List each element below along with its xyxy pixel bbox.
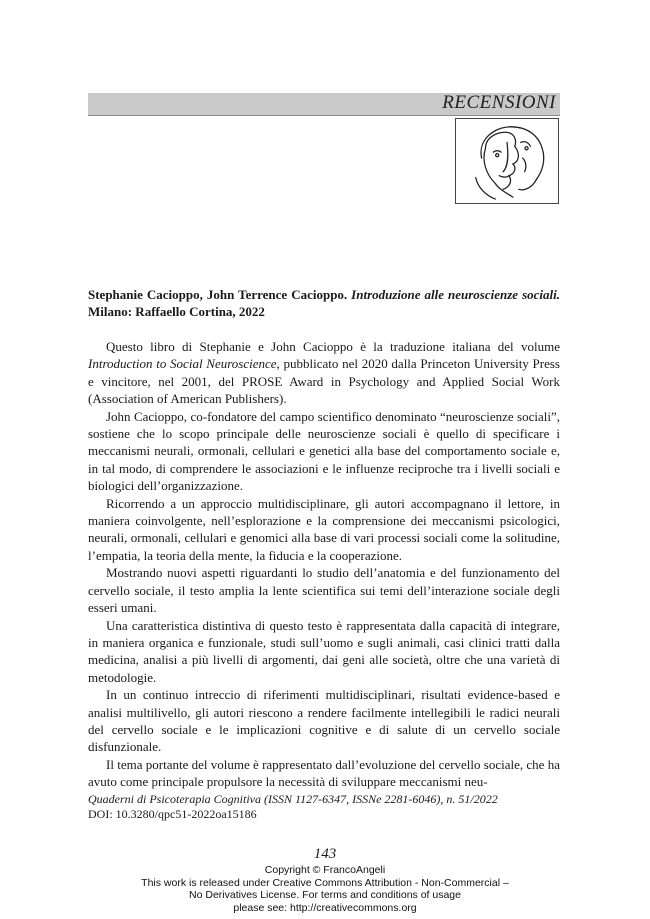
section-title: RECENSIONI [442,92,556,113]
book-title: Introduzione alle neuroscienze sociali. [351,287,560,302]
book-authors: Stephanie Cacioppo, John Terrence Cacioppo. [88,287,348,302]
face-profile-icon [455,118,559,204]
journal-citation: Quaderni di Psicoterapia Cognitiva (ISSN 1127-6347, ISSNe 2281-6046), n. 51/2022 [88,792,498,806]
license-notice [0,864,650,914]
section-header-bar [88,93,560,116]
paragraph: Una caratteristica distintiva di questo testo è rappresentata dalla capacità di integrare, in maniera organica e funzionale, studi sull’uomo e sugli animali, casi clinici tratti dalla medicina, analisi a più livelli di argomenti, dai geni alle società, oltre che una varietà di metodologie. [88,617,560,685]
page-number: 143 [313,846,337,862]
license-line: This work is released under Creative Commons Attribution - Non-Commercial – [141,876,509,889]
paragraph [88,338,560,408]
license-line: Copyright © FrancoAngeli [264,864,386,876]
journal-info [88,792,560,822]
paragraph: Mostrando nuovi aspetti riguardanti lo studio dell’anatomia e del funzionamento del cervello sociale, il testo amplia la lente scientifica sui temi dell’interazione sociale degli esseri umani. [88,565,560,616]
paragraph: Il tema portante del volume è rappresentato dall’evoluzione del cervello sociale, che ha avuto come principale propulsore la necessità di sviluppare meccanismi neu- [88,756,560,790]
paragraph-text: , pubblicato nel 2020 dalla Princeton University Press e vincitore, nel 2001, del PROSE Award in Psychology and Applied Social Work (Association of American Publishers). [88,356,560,407]
review-body [88,338,560,791]
license-line: please see: http://creativecommons.org [233,901,417,914]
license-line: No Derivatives License. For terms and conditions of usage [189,889,461,901]
book-reference [88,286,560,320]
paragraph: Ricorrendo a un approccio multidisciplinare, gli autori accompagnano il lettore, in maniera coinvolgente, nell’esplorazione e la comprensione dei meccanismi psicologici, neurali, ormonali, cellulari e genomici alla base di vari processi sociali come la solitudine, l’empatia, la teoria della mente, la fiducia e la cooperazione. [88,495,560,563]
paragraph-text: Questo libro di Stephanie e John Cacioppo è la traduzione italiana del volume [106,339,560,354]
paragraph: John Cacioppo, co-fondatore del campo scientifico denominato “neuroscienze sociali”, sostiene che lo scopo principale delle neuroscienze sociali è quello di specificare i meccanismi neurali, ormonali, cellulari e genetici alla base del comportamento sociale e, in tal modo, di comprendere le associazioni e le influenze reciproche tra i livelli sociali e biologici dell’organizzazione. [88,408,560,494]
doi: DOI: 10.3280/qpc51-2022oa15186 [88,807,257,821]
original-title: Introduction to Social Neuroscience [88,356,277,372]
paragraph: In un continuo intreccio di riferimenti multidisciplinari, risultati evidence-based e analisi multilivello, gli autori riescono a rendere facilmente intellegibili le radici neurali del cervello sociale e le implicazioni cognitive e di salute di un cervello sociale disfunzionale. [88,687,560,755]
book-publisher: Milano: Raffaello Cortina, 2022 [88,304,265,319]
